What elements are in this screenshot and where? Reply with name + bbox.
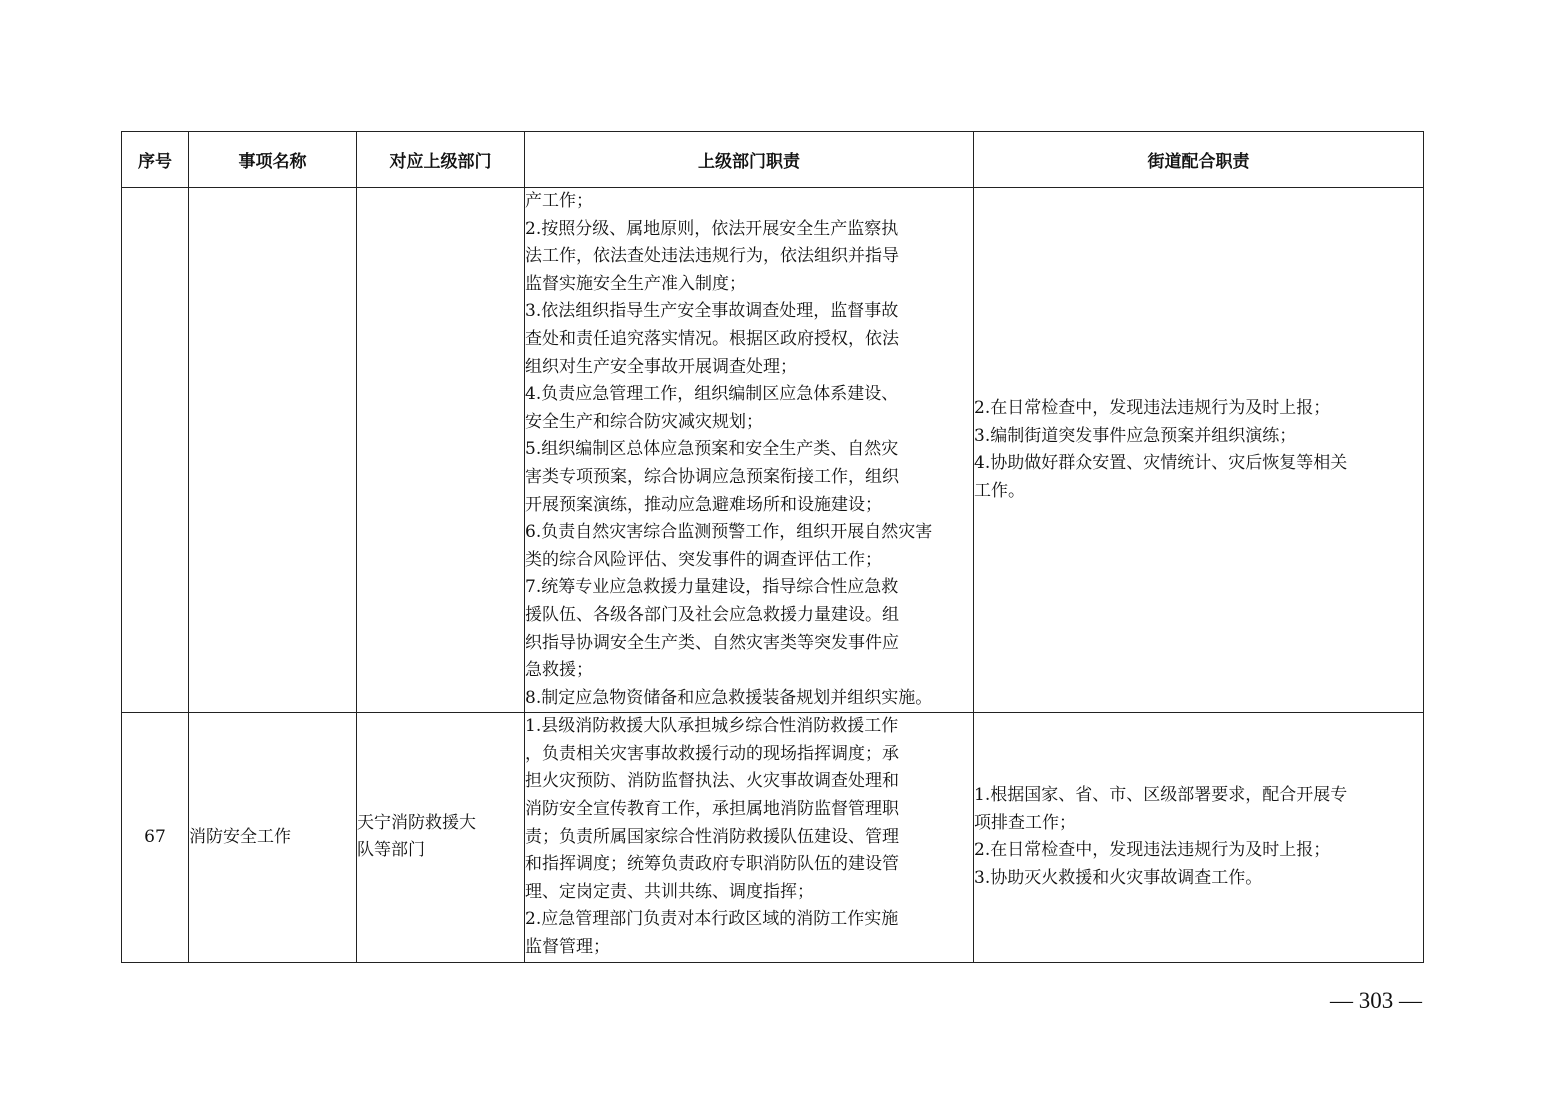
row-seq-cell: 67 (122, 713, 189, 962)
street-duty-line: 工作。 (974, 480, 1025, 501)
duty-line: 理、定岗定责、共训共练、调度指挥； (525, 881, 814, 902)
dept-line: 队等部门 (357, 840, 425, 861)
page-number: — 303 — (1330, 988, 1422, 1013)
duty-line: 查处和责任追究落实情况。根据区政府授权，依法 (525, 328, 899, 349)
street-duty-line: 4.协助做好群众安置、灾情统计、灾后恢复等相关 (974, 453, 1348, 474)
duty-line: 急救援； (525, 660, 593, 681)
duty-line: 消防安全宣传教育工作，承担属地消防监督管理职 (525, 799, 899, 820)
duty-line: 安全生产和综合防灾减灾规划； (525, 411, 763, 432)
duty-line: 8.制定应急物资储备和应急救援装备规划并组织实施。 (525, 687, 933, 708)
duty-line: 3.依法组织指导生产安全事故调查处理，监督事故 (525, 301, 899, 322)
duty-line: 1.县级消防救援大队承担城乡综合性消防救援工作 (525, 716, 899, 737)
street-duty-line: 1.根据国家、省、市、区级部署要求，配合开展专 (974, 785, 1348, 806)
duty-line: 织指导协调安全生产类、自然灾害类等突发事件应 (525, 632, 899, 653)
street-duty-line: 项排查工作； (974, 812, 1076, 833)
duty-line: 害类专项预案，综合协调应急预案衔接工作，组织 (525, 466, 899, 487)
duty-line: 2.按照分级、属地原则，依法开展安全生产监察执 (525, 218, 899, 239)
header-seq: 序号 (122, 132, 189, 188)
header-superior-duty: 上级部门职责 (525, 132, 974, 188)
duty-line: 开展预案演练，推动应急避难场所和设施建设； (525, 494, 882, 515)
duty-line: 组织对生产安全事故开展调查处理； (525, 356, 797, 377)
duty-line: 援队伍、各级各部门及社会应急救援力量建设。组 (525, 604, 899, 625)
duty-line: 担火灾预防、消防监督执法、火灾事故调查处理和 (525, 771, 899, 792)
duty-line: 2.应急管理部门负责对本行政区域的消防工作实施 (525, 909, 899, 930)
row-dept-cell (357, 188, 525, 713)
duty-line: 7.统筹专业应急救援力量建设，指导综合性应急救 (525, 577, 899, 598)
duty-line: ，负责相关灾害事故救援行动的现场指挥调度；承 (525, 743, 899, 764)
duty-line: 和指挥调度；统筹负责政府专职消防队伍的建设管 (525, 854, 899, 875)
duty-line: 产工作； (525, 191, 593, 211)
street-duty-cell (974, 188, 1424, 713)
duty-line: 法工作，依法查处违法违规行为，依法组织并指导 (525, 246, 899, 267)
duty-line: 5.组织编制区总体应急预案和安全生产类、自然灾 (525, 439, 899, 460)
duty-line: 类的综合风险评估、突发事件的调查评估工作； (525, 549, 882, 570)
duty-line: 责；负责所属国家综合性消防救援队伍建设、管理 (525, 826, 899, 847)
superior-duty-cell (525, 713, 974, 962)
header-street-duty: 街道配合职责 (974, 132, 1424, 188)
row-name-cell (189, 188, 357, 713)
duty-line: 监督实施安全生产准入制度； (525, 273, 746, 294)
duty-line: 监督管理； (525, 937, 610, 958)
row-dept-cell (357, 713, 525, 962)
row-name-cell: 消防安全工作 (189, 713, 357, 962)
street-duty-line: 2.在日常检查中，发现违法违规行为及时上报； (974, 397, 1331, 418)
header-superior-dept: 对应上级部门 (357, 132, 525, 188)
duty-table (121, 131, 1424, 963)
street-duty-line: 3.协助灭火救援和火灾事故调查工作。 (974, 868, 1263, 889)
dept-line: 天宁消防救援大 (357, 812, 476, 833)
street-duty-line: 2.在日常检查中，发现违法违规行为及时上报； (974, 840, 1331, 861)
header-item-name: 事项名称 (189, 132, 357, 188)
table-row (122, 713, 1424, 962)
duty-line: 4.负责应急管理工作，组织编制区应急体系建设、 (525, 384, 899, 405)
superior-duty-cell (525, 188, 974, 713)
street-duty-line: 3.编制街道突发事件应急预案并组织演练； (974, 425, 1297, 446)
table-row (122, 188, 1424, 713)
row-seq-cell (122, 188, 189, 713)
duty-line: 6.负责自然灾害综合监测预警工作，组织开展自然灾害 (525, 522, 933, 543)
table-header-row (122, 132, 1424, 188)
street-duty-cell (974, 713, 1424, 962)
